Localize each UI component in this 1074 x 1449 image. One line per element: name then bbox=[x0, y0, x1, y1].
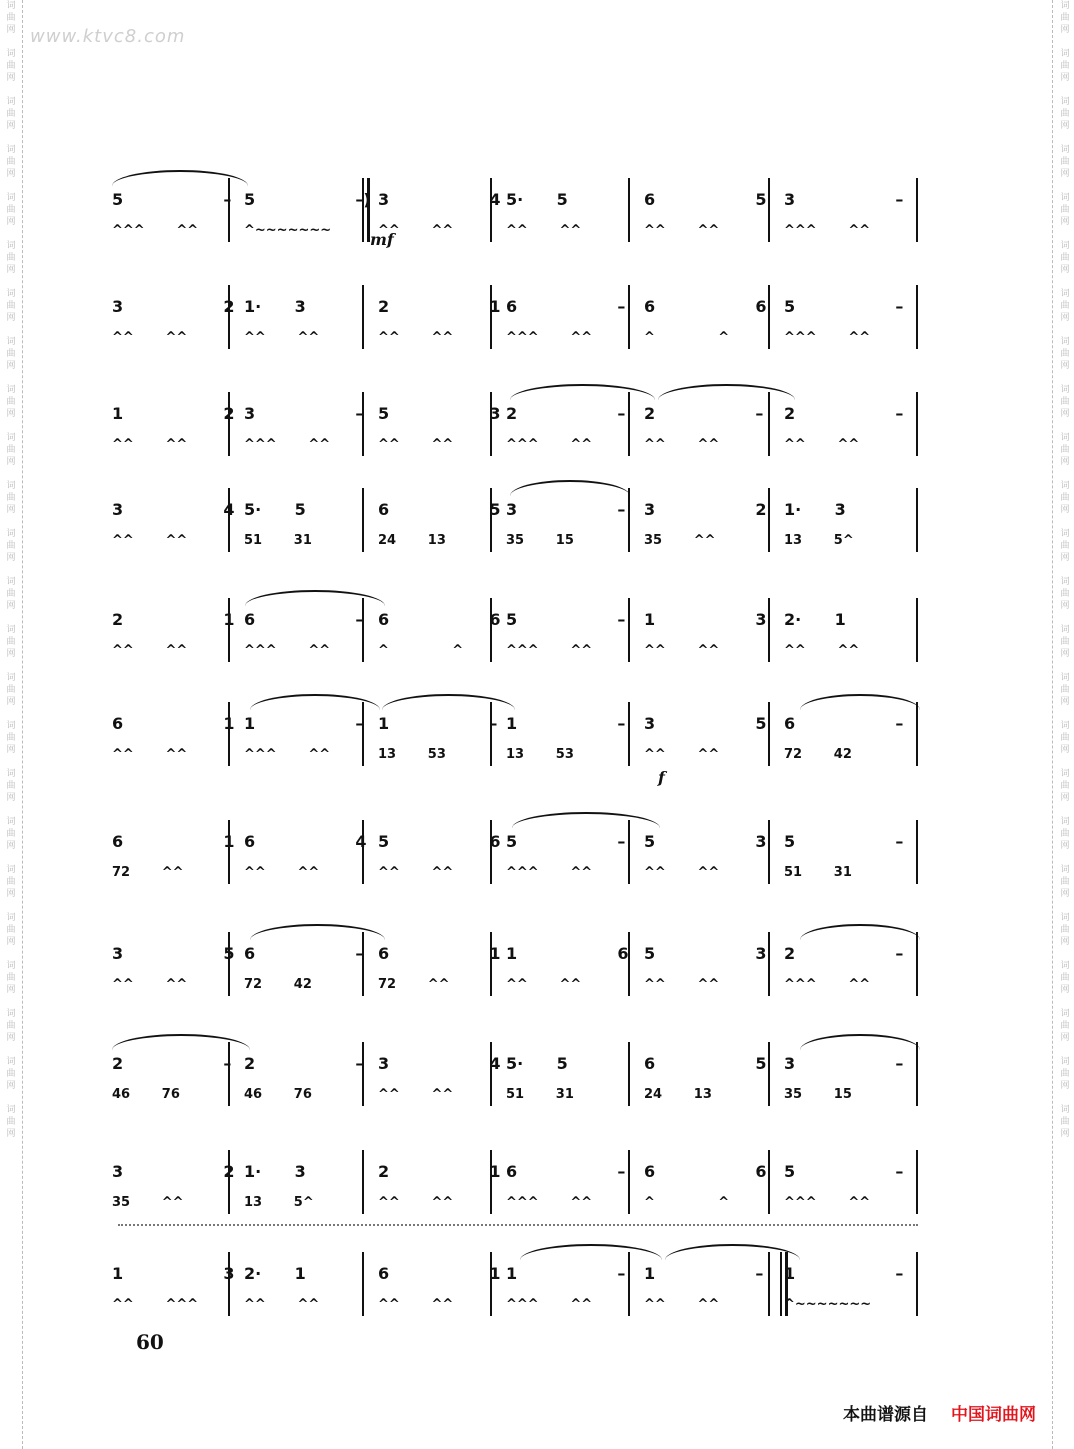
measure-accompaniment: ^^ ^^ bbox=[244, 1297, 320, 1312]
bar-line bbox=[628, 1150, 630, 1214]
measure-notes: 2 – bbox=[784, 944, 904, 963]
measure-accompaniment: ^^^ ^^ bbox=[244, 643, 331, 658]
measure-accompaniment: ^^ ^^ bbox=[112, 437, 188, 452]
measure-notes: 2 1 bbox=[112, 610, 235, 629]
bar-line bbox=[362, 932, 364, 996]
measure-notes: 6 6 bbox=[644, 297, 767, 316]
bar-line bbox=[768, 392, 770, 456]
measure-notes: 1· 3 bbox=[244, 297, 306, 316]
measure-notes: 3 2 bbox=[644, 500, 767, 519]
measure-notes: 6 – bbox=[244, 944, 364, 963]
measure-accompaniment: 35 ^^ bbox=[112, 1195, 184, 1210]
measure-accompaniment: ^^ ^^ bbox=[112, 330, 188, 345]
measure-accompaniment: ^^^ ^^ bbox=[784, 330, 871, 345]
bar-line bbox=[768, 1042, 770, 1106]
bar-line bbox=[490, 178, 492, 242]
measure-notes: 5 – bbox=[506, 610, 626, 629]
measure-accompaniment: ^ ^ bbox=[644, 1195, 730, 1210]
measure-accompaniment: ^^ ^^ bbox=[378, 437, 454, 452]
bar-line bbox=[628, 932, 630, 996]
bar-line bbox=[228, 1150, 230, 1214]
measure-accompaniment: ^^^ ^^ bbox=[244, 747, 331, 762]
dynamic-marking: f bbox=[658, 768, 665, 787]
measure-accompaniment: ^^ ^^ bbox=[244, 330, 320, 345]
bar-line bbox=[916, 932, 918, 996]
measure-notes: 2 – bbox=[644, 404, 764, 423]
measure-notes: 6 – bbox=[784, 714, 904, 733]
measure-notes: 5 6 bbox=[378, 832, 501, 851]
measure-notes: 6 6 bbox=[378, 610, 501, 629]
bar-line bbox=[490, 392, 492, 456]
measure-accompaniment: ^^ ^^ bbox=[644, 223, 720, 238]
measure-notes: 1 – bbox=[644, 1264, 764, 1283]
measure-accompaniment: ^^ ^^ bbox=[506, 223, 582, 238]
measure-notes: 2 1 bbox=[378, 1162, 501, 1181]
bar-line bbox=[362, 1150, 364, 1214]
measure-notes: 3 5 bbox=[112, 944, 235, 963]
bar-line bbox=[768, 702, 770, 766]
measure-notes: 5 –) bbox=[244, 190, 371, 209]
measure-accompaniment: 13 5^ bbox=[784, 533, 854, 548]
measure-notes: 2 – bbox=[112, 1054, 232, 1073]
measure-accompaniment: 13 53 bbox=[378, 747, 446, 762]
measure-accompaniment: ^ ^ bbox=[378, 643, 464, 658]
measure-accompaniment: ^^ ^^ bbox=[784, 437, 860, 452]
bar-line bbox=[628, 392, 630, 456]
staff-row bbox=[0, 1042, 1074, 1162]
bar-line bbox=[768, 820, 770, 884]
measure-accompaniment: 72 ^^ bbox=[378, 977, 450, 992]
bar-line bbox=[490, 1252, 492, 1316]
measure-accompaniment: ^^ ^^ bbox=[644, 865, 720, 880]
measure-accompaniment: 46 76 bbox=[112, 1087, 180, 1102]
measure-accompaniment: ^^^ ^^ bbox=[784, 223, 871, 238]
measure-notes: 3 – bbox=[784, 1054, 904, 1073]
bar-line bbox=[228, 1042, 230, 1106]
measure-notes: 6 5 bbox=[378, 500, 501, 519]
bar-line bbox=[362, 820, 364, 884]
measure-accompaniment: ^^ ^^ bbox=[378, 223, 454, 238]
staff-row bbox=[0, 178, 1074, 298]
measure-accompaniment: ^^ ^^ bbox=[112, 533, 188, 548]
measure-accompaniment: ^^ ^^ bbox=[644, 747, 720, 762]
measure-notes: 3 – bbox=[506, 500, 626, 519]
measure-accompaniment: ^^ ^^ bbox=[378, 1087, 454, 1102]
source-site-link[interactable]: 中国词曲网 bbox=[951, 1405, 1036, 1425]
measure-accompaniment: ^^^ ^^ bbox=[784, 1195, 871, 1210]
bar-line bbox=[916, 702, 918, 766]
measure-accompaniment: ^^ ^^ bbox=[378, 865, 454, 880]
source-label: 本曲谱源自 bbox=[843, 1405, 928, 1425]
bar-line bbox=[228, 488, 230, 552]
bar-line bbox=[362, 1252, 364, 1316]
measure-accompaniment: ^^^ ^^ bbox=[506, 1297, 593, 1312]
measure-notes: 2· 1 bbox=[784, 610, 846, 629]
measure-notes: 1· 3 bbox=[784, 500, 846, 519]
bar-line bbox=[916, 178, 918, 242]
measure-accompaniment: 72 42 bbox=[244, 977, 312, 992]
bar-line bbox=[768, 932, 770, 996]
measure-notes: 3 5 bbox=[644, 714, 767, 733]
measure-accompaniment: ^^ ^^ bbox=[644, 1297, 720, 1312]
measure-notes: 6 5 bbox=[644, 1054, 767, 1073]
bar-line bbox=[628, 488, 630, 552]
bar-line bbox=[228, 1252, 230, 1316]
measure-accompaniment: ^^^ ^^ bbox=[506, 437, 593, 452]
staff-row bbox=[0, 488, 1074, 608]
measure-accompaniment: 13 53 bbox=[506, 747, 574, 762]
bar-line bbox=[362, 285, 364, 349]
measure-notes: 6 1 bbox=[112, 832, 235, 851]
staff-row bbox=[0, 702, 1074, 822]
bar-line bbox=[362, 1042, 364, 1106]
measure-accompaniment: 51 31 bbox=[506, 1087, 574, 1102]
measure-accompaniment: 46 76 bbox=[244, 1087, 312, 1102]
measure-notes: 3 – bbox=[244, 404, 364, 423]
page-number: 60 bbox=[136, 1330, 164, 1354]
measure-accompaniment: ^^ ^^ bbox=[644, 643, 720, 658]
measure-accompaniment: ^^ ^^^ bbox=[112, 1297, 199, 1312]
bar-line bbox=[628, 598, 630, 662]
measure-notes: 3 2 bbox=[112, 297, 235, 316]
measure-accompaniment: ^^^ ^^ bbox=[506, 643, 593, 658]
measure-notes: 1· 3 bbox=[244, 1162, 306, 1181]
measure-accompaniment: ^^ ^^ bbox=[244, 865, 320, 880]
bar-line bbox=[490, 820, 492, 884]
dynamic-marking: mf bbox=[370, 230, 394, 249]
measure-notes: 5 – bbox=[784, 297, 904, 316]
bar-line bbox=[916, 1252, 918, 1316]
measure-notes: 2· 1 bbox=[244, 1264, 306, 1283]
bar-line bbox=[768, 488, 770, 552]
measure-notes: 1 2 bbox=[112, 404, 235, 423]
measure-notes: 5 – bbox=[506, 832, 626, 851]
bar-line bbox=[362, 598, 364, 662]
measure-notes: 5 – bbox=[112, 190, 232, 209]
measure-notes: 1 – bbox=[378, 714, 498, 733]
measure-accompaniment: 51 31 bbox=[244, 533, 312, 548]
measure-notes: 1 – bbox=[506, 1264, 626, 1283]
left-side-watermark: 词 曲 网 词 曲 网 词 曲 网 词 曲 网 词 曲 网 词 曲 网 词 曲 网 词 曲 网 词 曲 网 词 曲 网 词 曲 网 词 曲 网 词 曲 网 词 曲 网 词 曲 网 词 曲 网 词 曲 网 词 曲 网 词 曲 网 词 曲 网 词 曲 网 词 曲 网 词 曲 网 词 曲 网 bbox=[6, 1, 16, 1139]
measure-accompaniment: 24 13 bbox=[378, 533, 446, 548]
measure-notes: 3 2 bbox=[112, 1162, 235, 1181]
measure-accompaniment: 72 42 bbox=[784, 747, 852, 762]
measure-accompaniment: ^^^ ^^ bbox=[784, 977, 871, 992]
measure-notes: 1 3 bbox=[644, 610, 767, 629]
measure-notes: 6 1 bbox=[112, 714, 235, 733]
measure-accompaniment: 35 ^^ bbox=[644, 533, 716, 548]
measure-accompaniment: ^^^ ^^ bbox=[112, 223, 199, 238]
bar-line bbox=[628, 702, 630, 766]
measure-notes: 2 – bbox=[244, 1054, 364, 1073]
measure-notes: 1 6 bbox=[506, 944, 629, 963]
measure-accompaniment: ^^^ ^^ bbox=[506, 330, 593, 345]
measure-notes: 3 4 bbox=[378, 1054, 501, 1073]
measure-notes: 6 – bbox=[506, 1162, 626, 1181]
measure-notes: 5 3 bbox=[644, 944, 767, 963]
measure-notes: 2 – bbox=[506, 404, 626, 423]
measure-notes: 6 1 bbox=[378, 1264, 501, 1283]
bar-line bbox=[490, 702, 492, 766]
measure-accompaniment: ^^ ^^ bbox=[644, 437, 720, 452]
bar-line bbox=[768, 285, 770, 349]
measure-notes: 6 1 bbox=[378, 944, 501, 963]
bar-line bbox=[916, 285, 918, 349]
site-watermark: www.ktvc8.com bbox=[30, 26, 186, 47]
measure-notes: 2 1 bbox=[378, 297, 501, 316]
bar-line bbox=[228, 178, 230, 242]
bar-line bbox=[916, 820, 918, 884]
measure-accompaniment: ^^ ^^ bbox=[112, 747, 188, 762]
bar-line bbox=[628, 178, 630, 242]
measure-accompaniment: ^^ ^^ bbox=[378, 330, 454, 345]
measure-accompaniment: 35 15 bbox=[506, 533, 574, 548]
bar-line bbox=[628, 1252, 630, 1316]
measure-notes: 6 4 bbox=[244, 832, 367, 851]
bar-line bbox=[628, 820, 630, 884]
measure-accompaniment: 72 ^^ bbox=[112, 865, 184, 880]
bar-line bbox=[768, 1252, 770, 1316]
measure-accompaniment: ^^ ^^ bbox=[378, 1195, 454, 1210]
bar-line bbox=[228, 932, 230, 996]
bar-line bbox=[768, 598, 770, 662]
measure-notes: 1 – bbox=[244, 714, 364, 733]
measure-notes: 3 – bbox=[784, 190, 904, 209]
staff-row bbox=[0, 1252, 1074, 1372]
measure-notes: 5 – bbox=[784, 1162, 904, 1181]
measure-notes: 3 4 bbox=[112, 500, 235, 519]
bar-line bbox=[768, 178, 770, 242]
bar-line bbox=[490, 488, 492, 552]
bar-line bbox=[916, 488, 918, 552]
slur-mark bbox=[112, 170, 248, 186]
bar-line bbox=[916, 598, 918, 662]
measure-notes: 6 – bbox=[506, 297, 626, 316]
staff-row bbox=[0, 820, 1074, 940]
measure-notes: 6 5 bbox=[644, 190, 767, 209]
measure-accompaniment: ^^ ^^ bbox=[112, 643, 188, 658]
bar-line bbox=[768, 1150, 770, 1214]
measure-notes: 1 3 bbox=[112, 1264, 235, 1283]
bar-line bbox=[228, 598, 230, 662]
bar-line bbox=[490, 1042, 492, 1106]
measure-accompaniment: 24 13 bbox=[644, 1087, 712, 1102]
measure-notes: 5· 5 bbox=[506, 1054, 568, 1073]
measure-accompaniment: ^ ^ bbox=[644, 330, 730, 345]
bar-line bbox=[490, 285, 492, 349]
bar-line bbox=[362, 178, 370, 242]
bar-line bbox=[490, 598, 492, 662]
bar-line bbox=[362, 488, 364, 552]
measure-accompaniment: ^^ ^^ bbox=[506, 977, 582, 992]
bar-line bbox=[490, 1150, 492, 1214]
bar-line bbox=[362, 702, 364, 766]
dotted-rule bbox=[118, 1224, 918, 1226]
measure-accompaniment: 51 31 bbox=[784, 865, 852, 880]
bar-line bbox=[916, 392, 918, 456]
bar-line bbox=[362, 392, 364, 456]
bar-line bbox=[916, 1150, 918, 1214]
measure-notes: 5· 5 bbox=[244, 500, 306, 519]
measure-notes: 3 4 bbox=[378, 190, 501, 209]
bar-line bbox=[628, 285, 630, 349]
bar-line bbox=[228, 702, 230, 766]
bar-line bbox=[228, 392, 230, 456]
measure-notes: 1 – bbox=[506, 714, 626, 733]
measure-accompaniment: ^^ ^^ bbox=[644, 977, 720, 992]
bar-line bbox=[490, 932, 492, 996]
bar-line bbox=[228, 285, 230, 349]
measure-accompaniment: 13 5^ bbox=[244, 1195, 314, 1210]
measure-accompaniment: ^^^ ^^ bbox=[506, 865, 593, 880]
measure-accompaniment: ^^ ^^ bbox=[784, 643, 860, 658]
measure-notes: 5· 5 bbox=[506, 190, 568, 209]
measure-notes: 1 – bbox=[784, 1264, 904, 1283]
measure-notes: 6 6 bbox=[644, 1162, 767, 1181]
measure-notes: 6 – bbox=[244, 610, 364, 629]
measure-accompaniment: ^~~~~~~~ bbox=[784, 1297, 872, 1312]
bar-line bbox=[628, 1042, 630, 1106]
measure-accompaniment: 35 15 bbox=[784, 1087, 852, 1102]
measure-accompaniment: ^^^ ^^ bbox=[244, 437, 331, 452]
measure-notes: 5 – bbox=[784, 832, 904, 851]
staff-row bbox=[0, 598, 1074, 718]
bar-line bbox=[916, 1042, 918, 1106]
measure-accompaniment: ^^ ^^ bbox=[112, 977, 188, 992]
measure-accompaniment: ^^^ ^^ bbox=[506, 1195, 593, 1210]
measure-notes: 5 3 bbox=[644, 832, 767, 851]
measure-accompaniment: ^~~~~~~~ bbox=[244, 223, 332, 238]
bar-line bbox=[228, 820, 230, 884]
measure-notes: 5 3 bbox=[378, 404, 501, 423]
measure-notes: 2 – bbox=[784, 404, 904, 423]
right-side-watermark: 词 曲 网 词 曲 网 词 曲 网 词 曲 网 词 曲 网 词 曲 网 词 曲 网 词 曲 网 词 曲 网 词 曲 网 词 曲 网 词 曲 网 词 曲 网 词 曲 网 词 曲 网 词 曲 网 词 曲 网 词 曲 网 词 曲 网 词 曲 网 词 曲 网 词 曲 网 词 曲 网 词 曲 网 bbox=[1060, 1, 1070, 1139]
measure-accompaniment: ^^ ^^ bbox=[378, 1297, 454, 1312]
